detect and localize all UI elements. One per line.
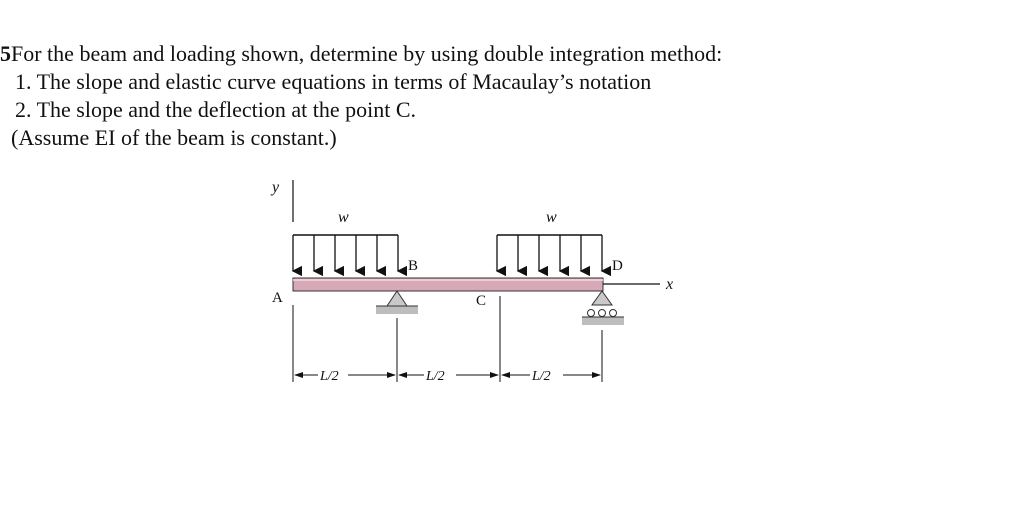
roller-support-d	[582, 291, 624, 325]
problem-intro: For the beam and loading shown, determine by using double integration method:	[11, 41, 723, 66]
dimension-label-2: L/2	[426, 369, 445, 384]
point-b-label: B	[408, 258, 419, 274]
dimension-label-1: L/2	[320, 369, 339, 384]
point-d-label: D	[612, 258, 623, 274]
left-distributed-load	[293, 235, 398, 271]
problem-item-1: 1. The slope and elastic curve equations in terms of Macaulay’s notation	[15, 69, 652, 94]
right-load-label: w	[546, 209, 557, 226]
x-axis-label: x	[666, 276, 674, 293]
dimension-cd	[501, 372, 601, 378]
left-load-label: w	[338, 209, 349, 226]
problem-item-3: (Assume EI of the beam is constant.)	[11, 125, 337, 150]
point-c-label: C	[476, 293, 487, 309]
pin-support-b	[376, 291, 418, 314]
right-distributed-load	[497, 235, 602, 271]
dimension-label-3: L/2	[532, 369, 551, 384]
problem-item-2: 2. The slope and the deflection at the point C.	[15, 97, 416, 122]
dimension-bc	[398, 372, 499, 378]
point-a-label: A	[272, 290, 283, 306]
dimension-ab	[294, 372, 396, 378]
problem-number: 5	[0, 41, 11, 66]
y-axis-label: y	[272, 179, 280, 196]
